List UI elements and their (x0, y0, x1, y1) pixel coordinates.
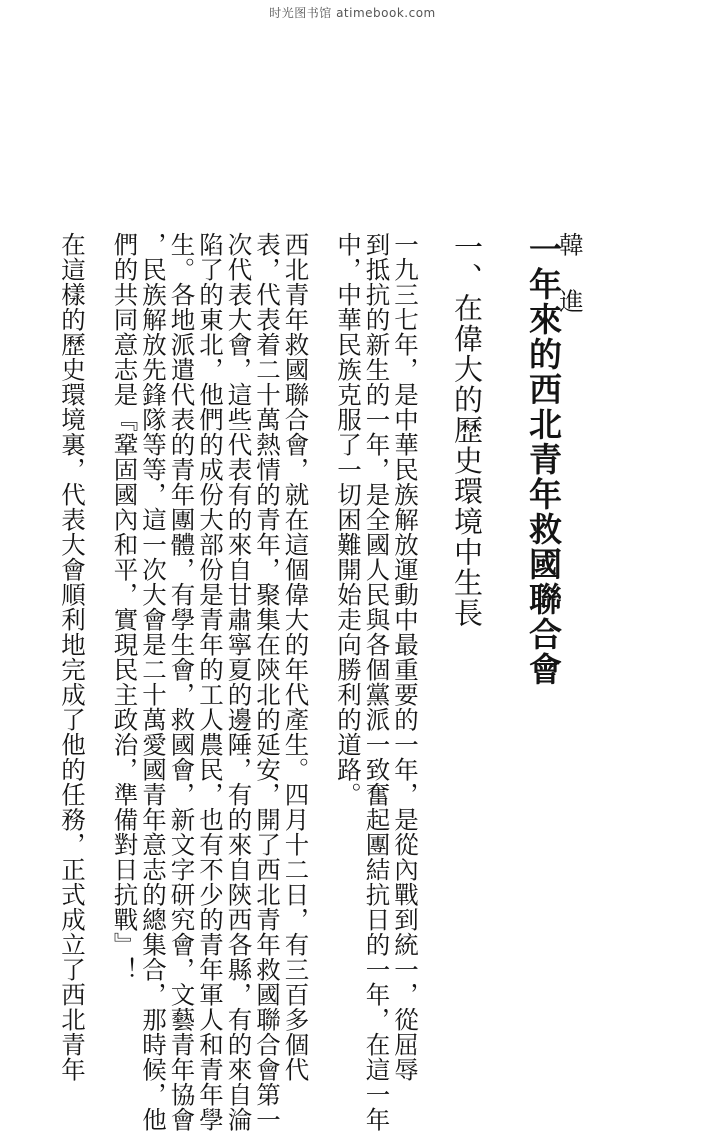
spacer (419, 232, 439, 922)
paragraph-line: 生。各地派遣代表的青年團體，有學生會，救國會，新文字研究會，文藝青年協會 (167, 232, 197, 1132)
paragraph-line: 西北青年救國聯合會，就在這個偉大的年代產生。四月十二日，有三百多個代 (281, 232, 311, 1082)
watermark: 时光图书馆 atimebook.com (269, 6, 436, 20)
paragraph-line: 表，代表着二十萬熱情的青年，聚集在陝北的延安，開了西北青年救國聯合會第一 (253, 232, 282, 1132)
article-body (58, 232, 574, 1132)
author-column (530, 232, 705, 325)
paragraph-line: 一九三七年，是中華民族解放運動中最重要的一年，是從內戰到統一，從屈辱 (391, 232, 420, 1082)
paragraph-line: 次代表大會，這些代表有的來自甘肅寧夏的邊陲，有的來自陝西各縣，有的來自淪 (224, 232, 254, 1132)
author-name: 韓 進 (556, 232, 585, 325)
section-heading: 一、在偉大的歷史環境中生長 (450, 232, 484, 629)
paragraph-line: 們的共同意志是『鞏固國內和平，實現民主政治，準備對日抗戰』！ (110, 232, 140, 982)
paragraph-line: 到抵抗的新生的一年，是全國人民與各個黨派一致奮起團結抗日的一年，在這一年 (362, 232, 392, 1132)
article-title: 一年來的西北青年救國聯合會 (524, 232, 563, 687)
paragraph-line: 中，中華民族克服了一切困難開始走向勝利的道路。 (334, 232, 363, 807)
paragraph-line: 陷了的東北，他們的成份大部份是青年的工人農民，也有不少的青年軍人和青年學 (196, 232, 225, 1132)
paragraph-line: 在這樣的歷史環境裏，代表大會順利地完成了他的任務，正式成立了西北青年 (58, 232, 87, 1082)
paragraph-line: ，民族解放先鋒隊等等，這一次大會是二十萬愛國青年意志的總集合，那時候，他 (139, 232, 168, 1132)
